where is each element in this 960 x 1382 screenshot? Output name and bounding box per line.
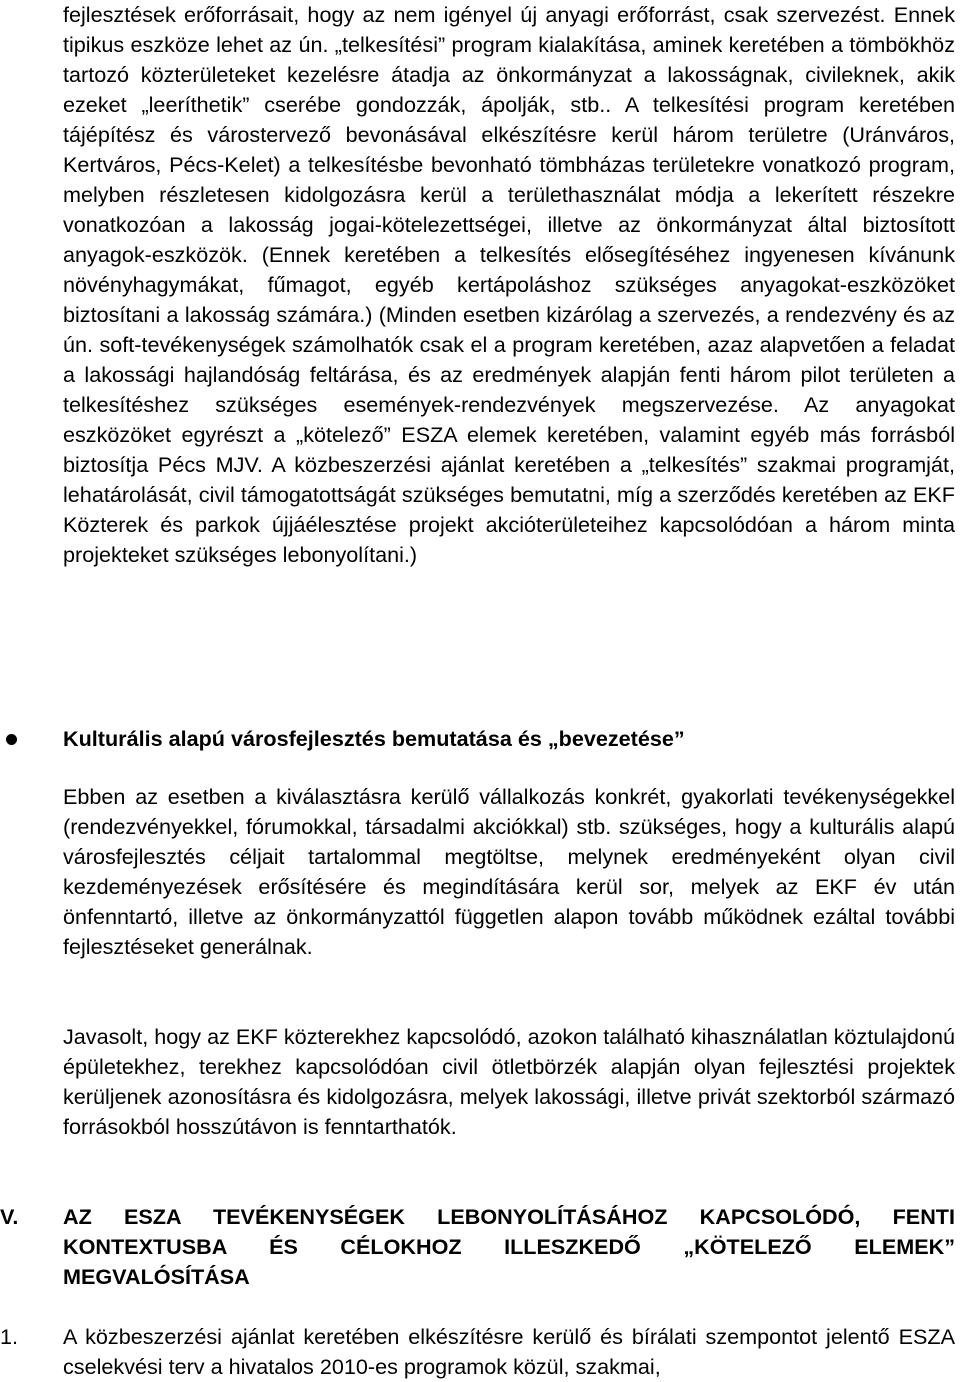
bullet-icon xyxy=(6,734,17,745)
body-paragraph-telkesites: fejlesztések erőforrásait, hogy az nem igényel új anyagi erőforrást, csak szervezést. Ennek tipikus eszköze lehet az ún. „telkesítési” program kialakítása, aminek keretében a tömbökhöz tartozó közterületeket kezelésre átadja az önkormányzat a lakosságnak, civileknek, akik ezeket „leeríthetik” cserébe gondozzák, ápolják, stb.. A telkesítési program keretében tájépítész és várostervező bevonásával elkészítésre kerül három területre (Uránváros, Kertváros, Pécs-Kelet) a telkesítésbe bevonható tömbházas területekre vonatkozó program, melyben részletesen kidolgozásra kerül a területhasználat módja a lekerített részekre vonatkozóan a lakosság jogai-kötelezettségei, illetve az önkormányzat által biztosított anyagok-eszközök. (Ennek keretében a telkesítés elősegítéséhez ingyenesen kívánunk növényhagymákat, fűmagot, egyéb kertápoláshoz szükséges anyagokat-eszközöket biztosítani a lakosság számára.) (Minden esetben kizárólag a szervezés, a rendezvény és az ún. soft-tevékenységek számolhatók csak el a program keretében, azaz alapvetően a feladat a lakossági hajlandóság feltárása, és az eredmények alapján fenti három pilot területen a telkesítéshez szükséges események-rendezvények megszervezése. Az anyagokat eszközöket egyrészt a „kötelező” ESZA elemek keretében, valamint egyéb más forrásból biztosítja Pécs MJV. A közbeszerzési ajánlat keretében a „telkesítés” szakmai programját, lehatárolását, civil támogatottságát szükséges bemutatni, míg a szerződés keretében az EKF Közterek és parkok újjáélesztése projekt akcióterületeihez kapcsolódóan a három minta projekteket szükséges lebonyolítani.) xyxy=(63,2,955,567)
section-title: AZ ESZA TEVÉKENYSÉGEK LEBONYOLÍTÁSÁHOZ KAPCSOLÓDÓ, FENTI KONTEXTUSBA ÉS CÉLOKHOZ ILLESZKEDŐ „KÖTELEZŐ ELEMEK” MEGVALÓSÍTÁSA xyxy=(63,1204,955,1289)
list-item-number: 1. xyxy=(0,1324,19,1349)
body-paragraph-kulturalis: Ebben az esetben a kiválasztásra kerülő vállalkozás konkrét, gyakorlati tevékenységekkel (rendezvényekkel, fórumokkal, társadalmi akciókkal) stb. szükséges, hogy a kulturális alapú városfejlesztés céljait tartalommal megtöltse, melynek eredményeként olyan civil kezdeményezések erősítésére és megindítására kerül sor, melyek az EKF év után önfenntartó, illetve az önkormányzattól független alapon tovább működnek ezáltal további fejlesztéseket generálnak. xyxy=(63,784,955,959)
body-paragraph-javasolt: Javasolt, hogy az EKF közterekhez kapcsolódó, azokon található kihasználatlan köztulajdonú épületekhez, terekhez kapcsolódóan civil ötletbörzék alapján olyan fejlesztési projektek kerüljenek azonosításra és kidolgozásra, melyek lakossági, illetve privát szektorból származó forrásokból hosszútávon is fenntarthatók. xyxy=(63,1024,955,1139)
list-item-text: A közbeszerzési ajánlat keretében elkészítésre kerülő és bírálati szempontot jelentő ESZA cselekvési terv a hivatalos 2010-es programok közül, szakmai, xyxy=(63,1324,955,1379)
bullet-heading-kulturalis: Kulturális alapú városfejlesztés bemutatása és „bevezetése” xyxy=(63,726,685,751)
section-number: V. xyxy=(0,1204,19,1229)
